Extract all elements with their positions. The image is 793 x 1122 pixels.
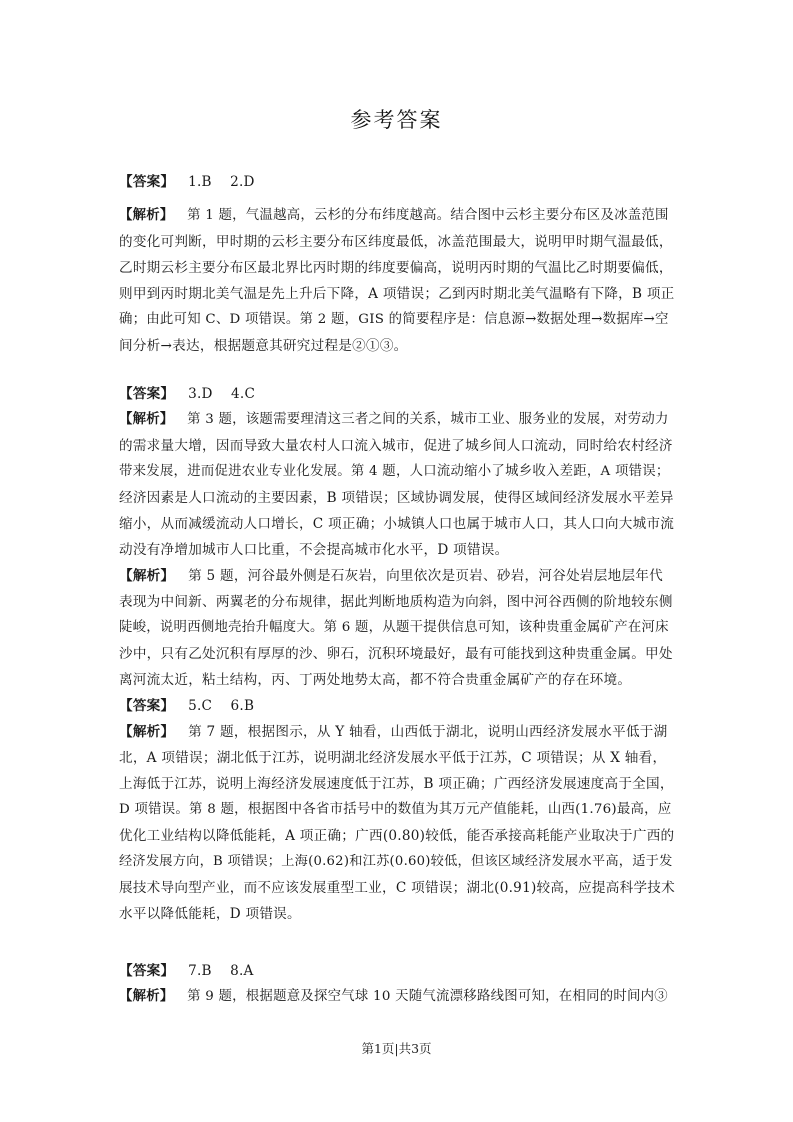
text-line <box>119 823 675 849</box>
text-line <box>119 849 675 875</box>
line-text: 第 5 题，河谷最外侧是石灰岩，向里依次是页岩、砂岩，河谷处岩层地层年代 <box>174 568 663 584</box>
text-line <box>119 771 675 797</box>
answer-label: 【答案】 <box>119 698 175 714</box>
answer-label: 【答案】 <box>119 174 175 190</box>
line-text: 确；由此可知 C、D 项错误。第 2 题，GIS 的简要程序是：信息源→数据处理→数据库→空 <box>119 312 669 327</box>
line-text: 优化工业结构以降低能耗，A 项正确；广西(0.80)较低，能否承接高耗能产业取决于广西的 <box>119 828 675 844</box>
text-line <box>119 693 675 719</box>
line-text: 5.C 6.B <box>174 698 255 714</box>
text-line <box>119 589 675 615</box>
page-title: 参考答案 <box>350 108 443 132</box>
text-line <box>119 169 675 195</box>
line-text: 离河流太近，粘土结构，丙、丁两处地势太高，都不符合贵重金属矿产的存在环境。 <box>119 672 632 688</box>
line-text: 1.B 2.D <box>174 174 255 190</box>
line-text: 陡峻，说明西侧地壳抬升幅度大。第 6 题，从题干提供信息可知，该种贵重金属矿产在河床 <box>119 620 669 635</box>
text-line <box>119 984 675 1010</box>
line-text: D 项错误。第 8 题，根据图中各省市括号中的数值为其万元产值能耗，山西(1.76)最高，应 <box>119 802 672 817</box>
text-line <box>119 901 675 927</box>
line-text: 经济发展方向，B 项错误；上海(0.62)和江苏(0.60)较低，但该区域经济发展水平高，适于发 <box>119 854 673 869</box>
line-text: 展技术导向型产业，而不应该发展重型工业，C 项错误；湖北(0.91)较高，应提高科学技术 <box>119 880 675 896</box>
text-line <box>119 511 675 537</box>
text-line <box>119 381 675 407</box>
line-text: 水平以降低能耗，D 项错误。 <box>119 906 301 922</box>
text-line <box>119 537 675 563</box>
text-line <box>119 485 675 511</box>
answer-label: 【答案】 <box>119 963 175 979</box>
analysis-label: 【解析】 <box>119 989 174 1004</box>
text-line <box>119 875 675 901</box>
answer-block <box>119 203 675 359</box>
line-text: 表现为中间新、两翼老的分布规律，据此判断地质构造为向斜，图中河谷西侧的阶地较东侧 <box>119 594 673 610</box>
text-line <box>119 407 675 433</box>
line-text: 北，A 项错误；湖北低于江苏，说明湖北经济发展水平低于江苏，C 项错误；从 X 轴看， <box>119 750 667 766</box>
text-line <box>119 641 675 667</box>
text-line <box>119 719 675 745</box>
line-text: 缩小，从而减缓流动人口增长，C 项正确；小城镇人口也属于城市人口，其人口向大城市流 <box>119 516 675 532</box>
analysis-label: 【解析】 <box>119 568 175 584</box>
line-text: 动没有净增加城市人口比重，不会提高城市化水平，D 项错误。 <box>119 542 509 558</box>
line-text: 则甲到丙时期北美气温是先上升后下降，A 项错误；乙到丙时期北美气温略有下降，B 项正 <box>119 286 675 302</box>
analysis-label: 【解析】 <box>119 412 174 427</box>
line-text: 上海低于江苏，说明上海经济发展速度低于江苏，B 项正确；广西经济发展速度高于全国， <box>119 776 674 792</box>
text-line <box>119 459 675 485</box>
answer-label: 【答案】 <box>119 386 175 402</box>
line-text: 7.B 8.A <box>174 963 254 979</box>
line-text: 的需求量大增，因而导致大量农村人口流入城市，促进了城乡间人口流动，同时给农村经济 <box>119 438 673 454</box>
text-line <box>119 203 675 229</box>
text-line <box>119 433 675 459</box>
line-text: 间分析→表达，根据题意其研究过程是②①③。 <box>119 338 408 354</box>
text-line <box>119 307 675 333</box>
answer-block <box>119 169 675 195</box>
text-line <box>119 745 675 771</box>
text-line <box>119 615 675 641</box>
analysis-label: 【解析】 <box>119 208 174 223</box>
line-text: 沙中，只有乙处沉积有厚厚的沙、卵石，沉积环境最好，最有可能找到这种贵重金属。甲处 <box>119 646 673 662</box>
text-line <box>119 333 675 359</box>
answer-block <box>119 381 675 927</box>
page-footer: 第1页|共3页 <box>361 1041 432 1056</box>
text-line <box>119 563 675 589</box>
line-text: 第 9 题，根据题意及探空气球 10 天随气流漂移路线图可知，在相同的时间内③ <box>173 989 668 1004</box>
text-line <box>119 229 675 255</box>
line-text: 3.D 4.C <box>174 386 256 402</box>
line-text: 的变化可判断，甲时期的云杉主要分布区纬度最低，冰盖范围最大，说明甲时期气温最低， <box>119 234 673 250</box>
text-line <box>119 255 675 281</box>
line-text: 第 3 题，该题需要理清这三者之间的关系，城市工业、服务业的发展，对劳动力 <box>173 412 669 427</box>
text-line <box>119 797 675 823</box>
text-line <box>119 667 675 693</box>
line-text: 第 7 题，根据图示，从 Y 轴看，山西低于湖北，说明山西经济发展水平低于湖 <box>174 724 668 740</box>
line-text: 带来发展，进而促进农业专业化发展。第 4 题，人口流动缩小了城乡收入差距，A 项错误； <box>119 464 670 479</box>
line-text: 经济因素是人口流动的主要因素，B 项错误；区域协调发展，使得区域间经济发展水平差异 <box>119 490 674 506</box>
line-text: 第 1 题，气温越高，云杉的分布纬度越高。结合图中云杉主要分布区及冰盖范围 <box>173 208 669 223</box>
text-line <box>119 281 675 307</box>
answer-block <box>119 958 675 1010</box>
analysis-label: 【解析】 <box>119 724 175 740</box>
line-text: 乙时期云杉主要分布区最北界比丙时期的纬度要偏高，说明丙时期的气温比乙时期要偏低， <box>119 260 673 276</box>
text-line <box>119 958 675 984</box>
